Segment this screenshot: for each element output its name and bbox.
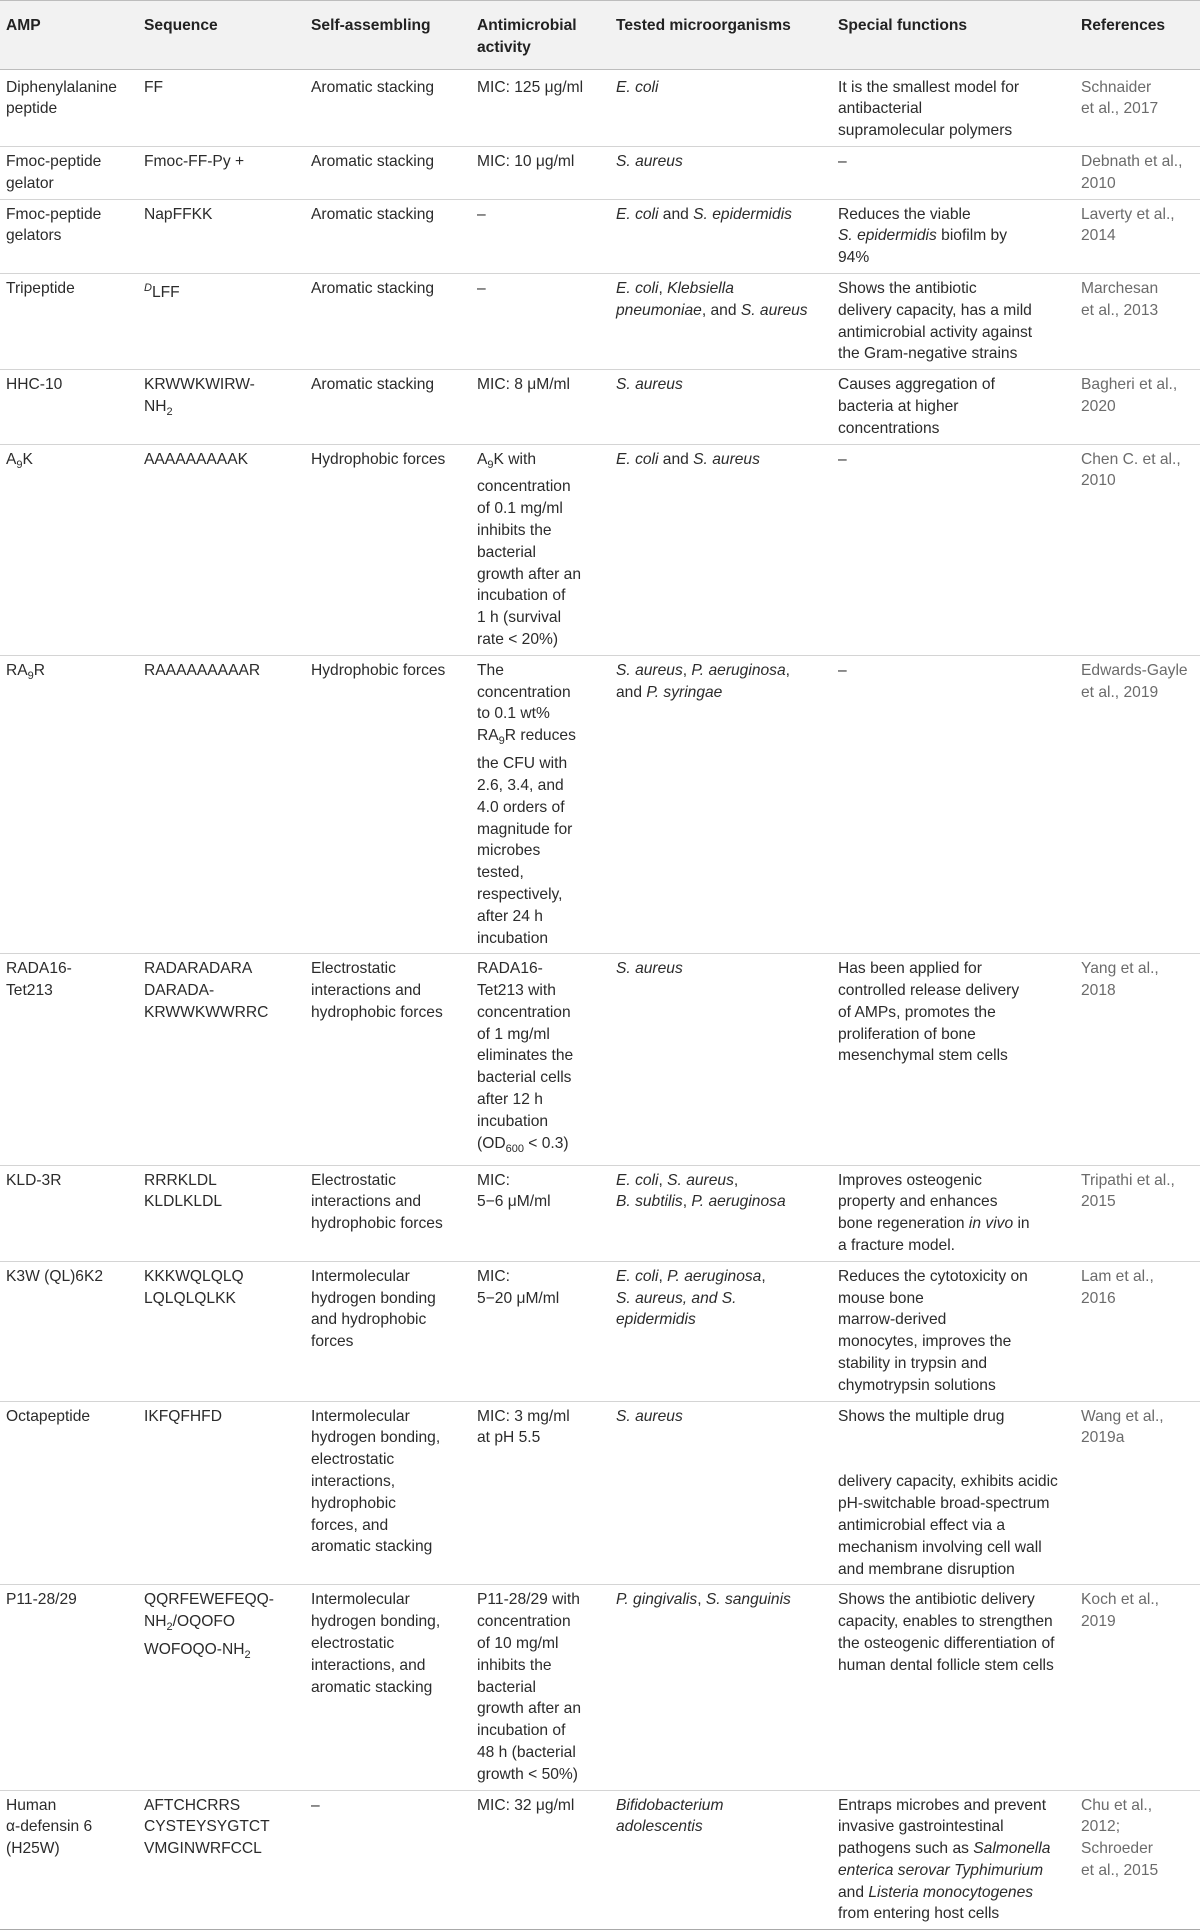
table-row — [0, 199, 1200, 273]
cell-activity: MIC: 8 μM/ml — [477, 376, 571, 394]
cell-tested: E. coli, S. aureus, B. subtilis, P. aeruginosa — [616, 1171, 786, 1211]
header-antimicrobial-line1: Antimicrobial — [477, 17, 577, 34]
cell-sequence: AAAAAAAAAK — [144, 450, 249, 468]
cell-special: – — [838, 450, 847, 468]
header-tested-microorganisms: Tested microorganisms — [616, 1, 838, 70]
table-header — [0, 1, 1200, 70]
cell-amp: Diphenylalanine peptide — [6, 78, 117, 118]
cell-sequence: RAAAAAAAAAR — [144, 661, 261, 679]
cell-tested: S. aureus, P. aeruginosa, and P. syringae — [616, 661, 790, 701]
cell-tested: E. coli, Klebsiella pneumoniae, and S. aureus — [616, 279, 808, 319]
cell-self-assembling: Hydrophobic forces — [311, 661, 446, 679]
cell-reference: Marchesan et al., 2013 — [1081, 279, 1159, 319]
cell-tested: S. aureus — [616, 376, 683, 394]
cell-special: Causes aggregation of bacteria at higher concentrations — [838, 376, 995, 437]
cell-activity: MIC: 3 mg/ml at pH 5.5 — [477, 1407, 570, 1447]
cell-amp: P11-28/29 — [6, 1591, 77, 1609]
table-row — [0, 1401, 1200, 1585]
cell-reference: Tripathi et al., 2015 — [1081, 1171, 1175, 1211]
cell-activity: RADA16- Tet213 with concentration of 1 mg/ml eliminates the bacterial cells after 12 h incubation $(OD_{600} < 0.3)$ — [477, 960, 574, 1155]
cell-activity: P11-28/29 with concentration of 10 mg/ml inhibits the bacterial growth after an incubation of 48 h (bacterial growth < 50%) — [477, 1591, 582, 1783]
header-antimicrobial-line2: activity — [477, 38, 531, 56]
cell-reference: Chu et al., 2012; Schroeder et al., 2015 — [1081, 1796, 1159, 1879]
cell-reference: Koch et al., 2019 — [1081, 1591, 1160, 1631]
cell-tested: E. coli and S. aureus — [616, 450, 760, 468]
header-sequence: Sequence — [144, 1, 311, 70]
cell-self-assembling: – — [311, 1796, 320, 1814]
cell-amp: Fmoc-peptide gelator — [6, 152, 102, 192]
cell-sequence: IKFQFHFD — [144, 1407, 222, 1425]
cell-activity: – — [477, 279, 486, 297]
cell-reference: Edwards-Gayle et al., 2019 — [1081, 661, 1188, 701]
cell-activity: $A_9K$ with concentration of 0.1 mg/ml inhibits the bacterial growth after an incubation of 1 h (survival rate < 20%) — [477, 450, 582, 649]
cell-activity: MIC: 10 μg/ml — [477, 152, 575, 170]
cell-self-assembling: Intermolecular hydrogen bonding, electrostatic interactions, hydrophobic forces, and aromatic stacking — [311, 1407, 441, 1556]
cell-activity: MIC: 32 μg/ml — [477, 1796, 575, 1814]
table-row — [0, 1261, 1200, 1401]
cell-tested: S. aureus — [616, 1407, 683, 1425]
cell-tested: S. aureus — [616, 960, 683, 978]
cell-activity: MIC: 5−6 μM/ml — [477, 1171, 551, 1211]
cell-amp: RADA16- Tet213 — [6, 960, 72, 1000]
cell-self-assembling: Hydrophobic forces — [311, 450, 446, 468]
cell-self-assembling: Electrostatic interactions and hydrophobic forces — [311, 1171, 443, 1233]
cell-activity: The concentration to 0.1 wt% $RA_9R$ reduces the CFU with 2.6, 3.4, and 4.0 orders of magnitude for microbes tested, respectively, after 24 h incubation — [477, 661, 576, 947]
cell-amp: Fmoc-peptide gelators — [6, 205, 102, 245]
cell-sequence: RRRKLDL KLDLKLDL — [144, 1171, 223, 1211]
table-row — [0, 655, 1200, 953]
cell-self-assembling: Aromatic stacking — [311, 205, 435, 223]
header-self-assembling: Self-assembling — [311, 1, 477, 70]
cell-self-assembling: Aromatic stacking — [311, 152, 435, 170]
cell-special: – — [838, 661, 847, 679]
cell-reference: Bagheri et al., 2020 — [1081, 376, 1178, 415]
cell-reference: Laverty et al., 2014 — [1081, 205, 1175, 245]
cell-amp: Human α-defensin 6 (H25W) — [6, 1796, 93, 1858]
cell-tested: E. coli and S. epidermidis — [616, 205, 792, 223]
cell-sequence: Fmoc-FF-Py + — [144, 152, 245, 170]
cell-self-assembling: Electrostatic interactions and hydrophobic forces — [311, 960, 443, 1021]
cell-sequence: KRWWKWIRW- $NH_2$ — [144, 376, 255, 419]
cell-sequence: $^D$LFF — [144, 281, 180, 302]
cell-special: Reduces the viable S. epidermidis biofilm by 94% — [838, 205, 1008, 267]
cell-self-assembling: Intermolecular hydrogen bonding, electrostatic interactions, and aromatic stacking — [311, 1591, 441, 1696]
cell-amp: K3W (QL)6K2 — [6, 1267, 104, 1285]
cell-activity: MIC: 5−20 μM/ml — [477, 1267, 560, 1307]
cell-self-assembling: Aromatic stacking — [311, 279, 435, 297]
table-row — [0, 370, 1200, 444]
cell-reference: Debnath et al., 2010 — [1081, 152, 1183, 192]
cell-sequence: FF — [144, 78, 164, 96]
cell-special: Has been applied for controlled release delivery of AMPs, promotes the proliferation of bone mesenchymal stem cells — [838, 960, 1020, 1065]
cell-special: Improves osteogenic property and enhances bone regeneration in vivo in a fracture model. — [838, 1171, 1030, 1254]
cell-activity: – — [477, 205, 486, 223]
cell-amp: $RA_9R$ — [6, 661, 46, 682]
table-row — [0, 1790, 1200, 1930]
cell-amp: Tripeptide — [6, 279, 75, 297]
table-row — [0, 954, 1200, 1165]
cell-special: – — [838, 152, 847, 170]
cell-self-assembling: Aromatic stacking — [311, 376, 435, 394]
table-row — [0, 69, 1200, 146]
cell-tested: E. coli, P. aeruginosa, S. aureus, and S. epidermidis — [616, 1267, 766, 1329]
cell-tested: E. coli — [616, 78, 659, 96]
table-row — [0, 146, 1200, 199]
header-antimicrobial-activity — [477, 1, 616, 70]
header-amp: AMP — [0, 1, 144, 70]
table-row — [0, 1165, 1200, 1261]
cell-amp: Octapeptide — [6, 1407, 91, 1425]
table-body — [0, 69, 1200, 1930]
cell-sequence: KKKWQLQLQ LQLQLQLKK — [144, 1267, 244, 1307]
cell-self-assembling: Intermolecular hydrogen bonding and hydrophobic forces — [311, 1267, 436, 1351]
header-special-functions: Special functions — [838, 1, 1081, 70]
cell-special: Shows the multiple drug delivery capacity, exhibits acidic pH-switchable broad-spectrum antimicrobial effect via a mechanism involving cell wall and membrane disruption — [838, 1407, 1058, 1578]
cell-activity: MIC: 125 μg/ml — [477, 78, 584, 96]
cell-special: Reduces the cytotoxicity on mouse bone marrow-derived monocytes, improves the stability in trypsin and chymotrypsin solutions — [838, 1267, 1028, 1394]
cell-reference: Schnaider et al., 2017 — [1081, 78, 1159, 118]
table-row — [0, 1585, 1200, 1790]
cell-special: Shows the antibiotic delivery capacity, has a mild antimicrobial activity against the Gram-negative strains — [838, 279, 1033, 363]
table-row — [0, 444, 1200, 655]
cell-amp: KLD-3R — [6, 1171, 62, 1189]
cell-special: Shows the antibiotic delivery capacity, enables to strengthen the osteogenic differentiation of human dental follicle stem cells — [838, 1591, 1055, 1674]
table-row — [0, 273, 1200, 369]
cell-sequence: NapFFKK — [144, 205, 213, 223]
cell-amp: HHC-10 — [6, 376, 63, 394]
cell-sequence: QQRFEWEFEQQ- $NH_2$/OQOFO WOFOQO-$NH_2$ — [144, 1591, 274, 1662]
cell-special: It is the smallest model for antibacterial supramolecular polymers — [838, 78, 1020, 140]
cell-special: Entraps microbes and prevent invasive gastrointestinal pathogens such as Salmonella enterica serovar Typhimurium and Listeria monocytogenes from entering host cells — [838, 1796, 1051, 1923]
cell-reference: Lam et al., 2016 — [1081, 1267, 1154, 1307]
cell-reference: Yang et al., 2018 — [1081, 960, 1159, 1000]
cell-sequence: RADARADARA DARADA- KRWWKWWRRC — [144, 960, 269, 1021]
header-references: References — [1081, 1, 1200, 70]
cell-tested: Bifidobacterium adolescentis — [616, 1796, 724, 1836]
cell-tested: S. aureus — [616, 152, 683, 170]
cell-reference: Wang et al., 2019a — [1081, 1407, 1164, 1447]
cell-sequence: AFTCHCRRS CYSTEYSYGTCT VMGINWRFCCL — [144, 1796, 270, 1858]
cell-reference: Chen C. et al., 2010 — [1081, 450, 1181, 490]
header-row — [0, 1, 1200, 70]
cell-self-assembling: Aromatic stacking — [311, 78, 435, 96]
cell-amp: $A_9K$ — [6, 450, 33, 471]
cell-tested: P. gingivalis, S. sanguinis — [616, 1591, 791, 1609]
